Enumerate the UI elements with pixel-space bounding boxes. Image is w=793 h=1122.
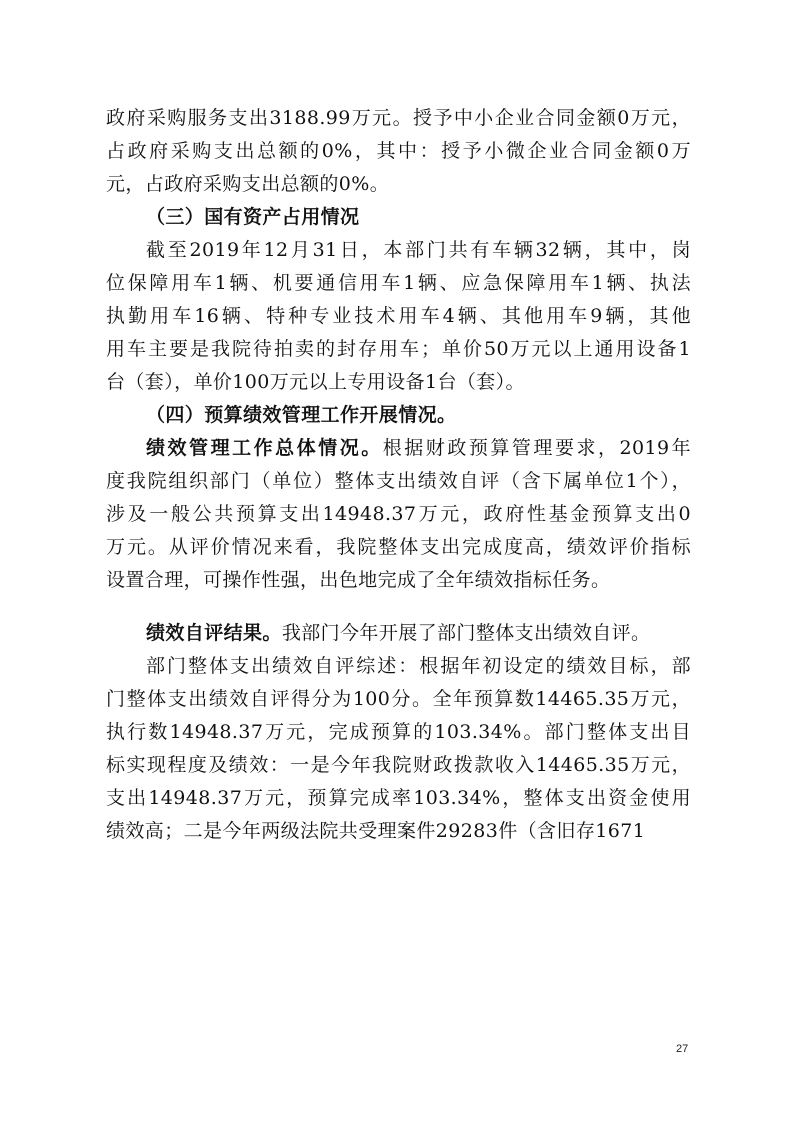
- section-heading-4: （四）预算绩效管理工作开展情况。: [146, 404, 457, 426]
- text-line: 涉及一般公共预算支出14948.37万元，政府性基金预算支出0: [106, 503, 691, 525]
- text-span: 根据财政预算管理要求，2019年: [382, 437, 691, 459]
- text-line: 位保障用车1辆、机要通信用车1辆、应急保障用车1辆、执法: [106, 272, 691, 294]
- text-line: 度我院组织部门（单位）整体支出绩效自评（含下属单位1个），: [106, 470, 691, 492]
- text-line: 设置合理，可操作性强，出色地完成了全年绩效指标任务。: [106, 569, 611, 591]
- page-number: 27: [676, 1043, 689, 1055]
- bold-lead: 绩效自评结果。: [146, 622, 282, 644]
- text-line: 占政府采购支出总额的0%，其中：授予小微企业合同金额0万: [106, 140, 691, 162]
- text-line: 门整体支出绩效自评得分为100分。全年预算数14465.35万元，: [106, 688, 691, 710]
- text-line: 支出14948.37万元，预算完成率103.34%，整体支出资金使用: [106, 787, 691, 809]
- text-line: [106, 617, 691, 650]
- text-line: 万元。从评价情况来看，我院整体支出完成度高，绩效评价指标: [106, 536, 691, 558]
- text-line: [106, 432, 691, 465]
- text-line: 政府采购服务支出3188.99万元。授予中小企业合同金额0万元，: [106, 107, 691, 129]
- bold-lead: 绩效管理工作总体情况。: [146, 437, 383, 459]
- text-line: 执行数14948.37万元，完成预算的103.34%。部门整体支出目: [106, 721, 691, 743]
- text-line: 绩效高；二是今年两级法院共受理案件29283件（含旧存1671: [106, 820, 646, 842]
- section-heading-3: （三）国有资产占用情况: [146, 206, 360, 228]
- text-span: 我部门今年开展了部门整体支出绩效自评。: [281, 622, 651, 644]
- document-body: [106, 102, 691, 848]
- text-line: 标实现程度及绩效：一是今年我院财政拨款收入14465.35万元，: [106, 754, 691, 776]
- text-line: 部门整体支出绩效自评综述：根据年初设定的绩效目标，部: [146, 655, 691, 677]
- paragraph-gap: [106, 597, 691, 617]
- text-line: 元，占政府采购支出总额的0%。: [106, 173, 390, 195]
- text-line: 台（套），单价100万元以上专用设备1台（套）。: [106, 371, 525, 393]
- text-line: 截至2019年12月31日，本部门共有车辆32辆，其中，岗: [146, 239, 691, 261]
- text-line: 执勤用车16辆、特种专业技术用车4辆、其他用车9辆，其他: [106, 305, 691, 327]
- text-line: 用车主要是我院待拍卖的封存用车；单价50万元以上通用设备1: [106, 338, 691, 360]
